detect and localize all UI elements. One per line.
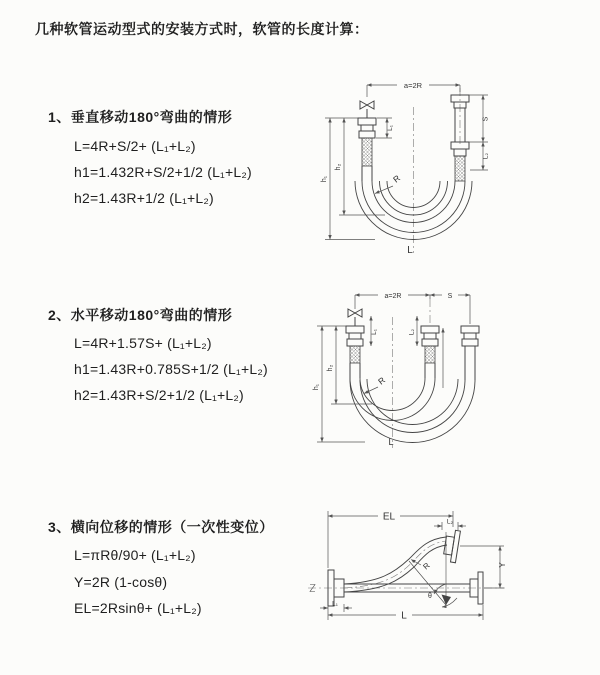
diagram-vertical-180-bend (315, 75, 500, 260)
braided-hose-section (350, 346, 360, 363)
hose-drawing-3 (308, 529, 505, 606)
dim-label-l2: L₂ (482, 152, 490, 160)
section-3-formula-el: EL=2Rsinθ+ (L₁+L₂) (74, 600, 202, 616)
dim-label-h2: h₂ (327, 364, 334, 372)
dim-label-theta: θ (428, 593, 432, 600)
dim-label-l2: L₂ (408, 328, 416, 336)
dim-label-h1: h₁ (313, 383, 320, 391)
section-2-formula-h1: h1=1.43R+0.785S+1/2 (L₁+L₂) (74, 361, 268, 377)
braided-hose-section (455, 156, 465, 181)
section-3-formula-y: Y=2R (1-cosθ) (74, 574, 168, 590)
dim-label-a2r: a=2R (384, 293, 402, 300)
diagram-horizontal-180-bend (310, 283, 595, 458)
dim-label-l1: L₁ (387, 125, 394, 131)
dim-label-l1: L₁ (371, 329, 378, 335)
section-3-formula-l: L=πRθ/90+ (L₁+L₂) (74, 547, 196, 563)
section-1-formula-h2: h2=1.43R+1/2 (L₁+L₂) (74, 190, 214, 206)
section-2-formula-h2: h2=1.43R+S/2+1/2 (L₁+L₂) (74, 387, 244, 403)
braided-hose-section (425, 346, 435, 363)
dim-label-y: Y (498, 562, 507, 568)
dim-label-l2: L₂ (446, 518, 454, 526)
section-2-heading: 2、水平移动180°弯曲的情形 (48, 307, 233, 323)
valve-icon (360, 101, 374, 109)
dim-label-l: L (401, 610, 407, 622)
dim-label-s: S (482, 116, 490, 122)
diagram-lateral-displacement (300, 502, 595, 657)
dim-label-r: R (376, 374, 388, 387)
braided-hose-section (362, 138, 372, 166)
dim-label-l: L (407, 245, 413, 256)
hose-drawing-1 (355, 88, 472, 253)
dim-label-h1: h₁ (321, 175, 328, 183)
dim-label-el: EL (382, 511, 396, 523)
valve-icon (348, 309, 362, 317)
section-3-heading: 3、横向位移的情形（一次性变位） (48, 519, 274, 535)
dimension-lines-3 (320, 511, 504, 620)
angle-vertex-arrow (442, 595, 452, 606)
dim-label-r: R (421, 560, 432, 572)
hose-drawing-2 (346, 299, 479, 448)
section-1-formula-h1: h1=1.432R+S/2+1/2 (L₁+L₂) (74, 164, 252, 180)
dim-label-a2r: a=2R (403, 81, 423, 90)
section-1-formula-l: L=4R+S/2+ (L₁+L₂) (74, 138, 196, 154)
section-2-formula-l: L=4R+1.57S+ (L₁+L₂) (74, 335, 212, 351)
dim-label-l1: L₁ (332, 600, 338, 608)
section-1-heading: 1、垂直移动180°弯曲的情形 (48, 109, 233, 125)
dim-label-h2: h₂ (335, 163, 342, 171)
dim-label-s: S (447, 293, 453, 300)
page-title: 几种软管运动型式的安装方式时，软管的长度计算： (35, 21, 369, 37)
dim-label-r: R (391, 172, 403, 185)
dim-label-l: L (388, 437, 394, 447)
dimension-labels-3 (332, 512, 507, 622)
